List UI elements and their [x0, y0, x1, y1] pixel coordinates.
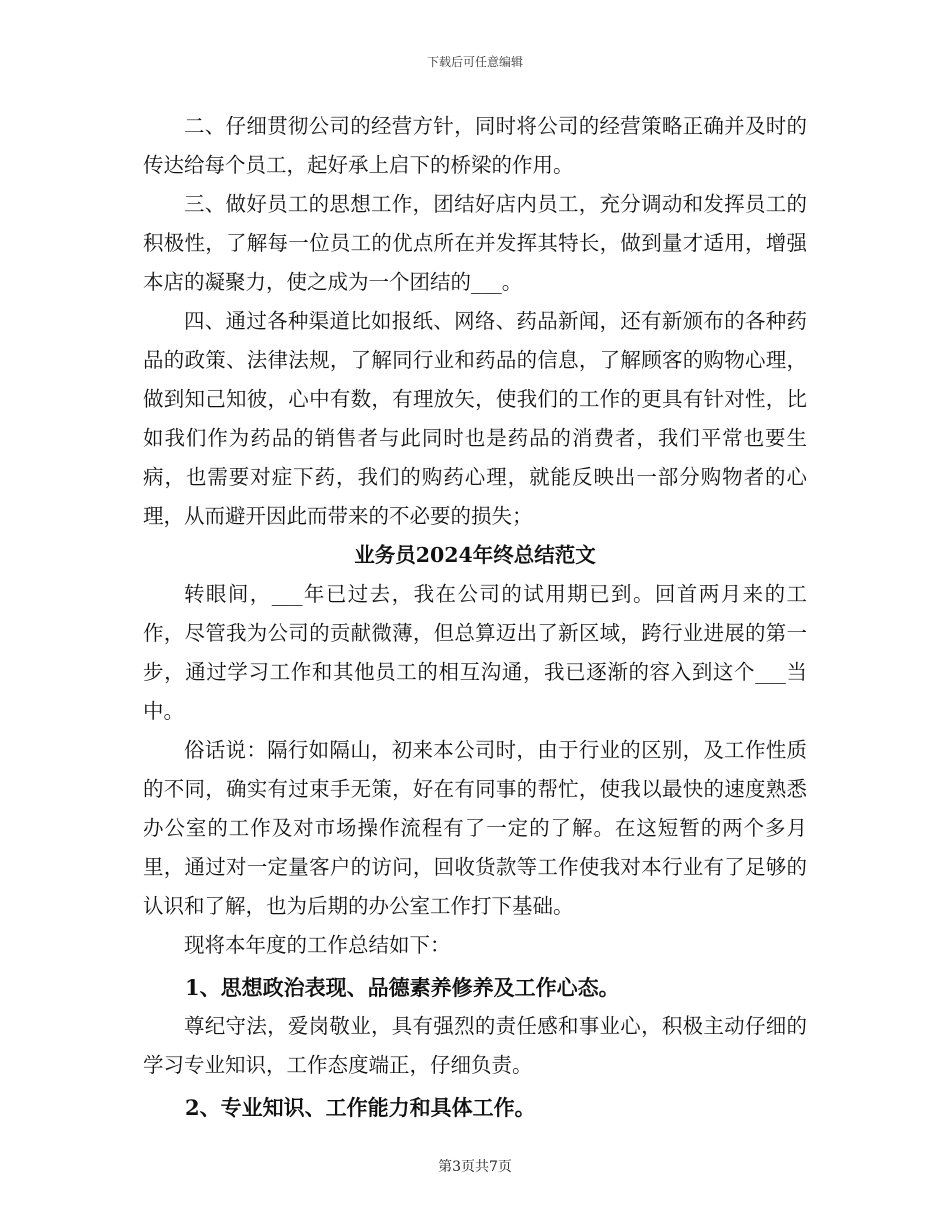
- heading-1: 1、思想政治表现、品德素养修养及工作心态。: [185, 975, 620, 1000]
- paragraph-4: 四、通过各种渠道比如报纸、网络、药品新闻，还有新颁布的各种药品的政策、法律法规，了解同行业和药品的信息，了解顾客的购物心理，做到知己知彼，心中有数，有理放矢，使我们的工作的更具有针对性，比如我们作为药品的销售者与此同时也是药品的消费者，我们平常也要生病，也需要对症下药，我们的购药心理，就能反映出一部分购物者的心理，从而避开因此而带来的不必要的损失；: [143, 309, 807, 528]
- body-paragraph-3: 现将本年度的工作总结如下：: [184, 933, 451, 957]
- paragraph-3: 三、做好员工的思想工作，团结好店内员工，充分调动和发挥员工的积极性，了解每一位员工的优点所在并发挥其特长，做到量才适用，增强本店的凝聚力，使之成为一个团结的___。: [143, 192, 807, 294]
- heading-2: 2、专业知识、工作能力和具体工作。: [185, 1095, 536, 1120]
- page-header: 下载后可任意编辑: [426, 55, 523, 69]
- paragraph-2: 二、仔细贯彻公司的经营方针，同时将公司的经营策略正确并及时的传达给每个员工，起好承上启下的桥梁的作用。: [143, 114, 807, 177]
- page-footer: 第3页共7页: [438, 1159, 512, 1175]
- heading-1-body: 尊纪守法，爱岗敬业，具有强烈的责任感和事业心，积极主动仔细的学习专业知识，工作态度端正，仔细负责。: [143, 1014, 807, 1077]
- body-paragraph-2: 俗话说：隔行如隔山，初来本公司时，由于行业的区别，及工作性质的不同，确实有过束手无策，好在有同事的帮忙，使我以最快的速度熟悉办公室的工作及对市场操作流程有了一定的了解。在这短暂的两个多月里，通过对一定量客户的访问，回收货款等工作使我对本行业有了足够的认识和了解，也为后期的办公室工作打下基础。: [143, 738, 807, 918]
- body-paragraph-1: 转眼间，___年已过去，我在公司的试用期已到。回首两月来的工作，尽管我为公司的贡献微薄，但总算迈出了新区域，跨行业进展的第一步，通过学习工作和其他员工的相互沟通，我已逐渐的容入到这个___当中。: [143, 582, 807, 723]
- section-title: 业务员2024年终总结范文: [354, 543, 596, 567]
- document-body: [143, 107, 807, 1127]
